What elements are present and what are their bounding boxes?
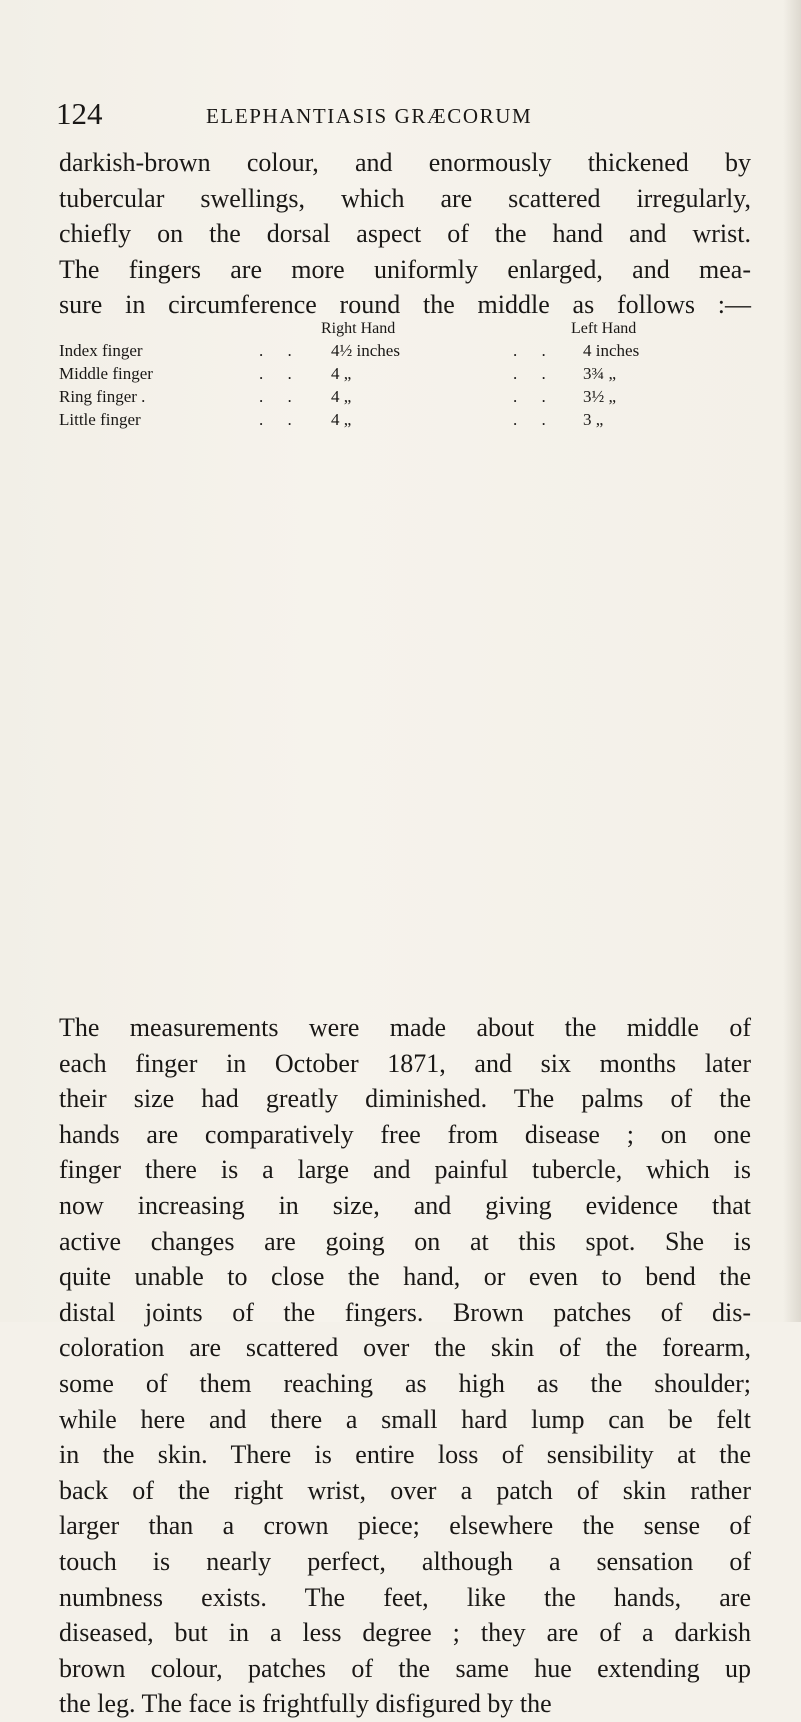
text-line: some of them reaching as high as the shoulder; [59,1368,751,1398]
table-row [59,341,749,363]
paragraph-2 [59,1010,751,1722]
paragraph-1 [59,145,751,323]
text-line: hands are comparatively free from disease ; on one [59,1119,751,1149]
dot-leader: . . [259,410,302,429]
right-hand-value: 4 „ [331,364,352,383]
text-line: now increasing in size, and giving evidence that [59,1190,751,1220]
text-line: darkish-brown colour, and enormously thickened by [59,148,751,177]
column-header-right-hand: Right Hand [321,320,396,337]
text-line: active changes are going on at this spot. She is [59,1226,751,1256]
dot-leader: . . [513,387,556,406]
right-hand-value: 4½ inches [331,341,400,360]
text-line: coloration are scattered over the skin of the forearm, [59,1333,751,1363]
finger-label: Ring finger . [59,387,146,406]
table-row [59,364,749,386]
running-head [56,96,760,136]
dot-leader: . . [259,364,302,383]
table-row [59,387,749,409]
text-line: The fingers are more uniformly enlarged, and mea- [59,254,751,284]
text-line: while here and there a small hard lump can be felt [59,1404,751,1434]
text-line: each finger in October 1871, and six months later [59,1048,751,1078]
text-line: quite unable to close the hand, or even to bend the [59,1262,751,1292]
table-row [59,410,749,432]
dot-leader: . . [513,410,556,429]
dot-leader: . . [513,364,556,383]
dot-leader: . . [259,387,302,406]
text-line: numbness exists. The feet, like the hands, are [59,1582,751,1612]
left-hand-value: 3 „ [583,410,604,429]
text-line: The measurements were made about the middle of [59,1013,751,1042]
text-line: finger there is a large and painful tubercle, which is [59,1155,751,1185]
finger-label: Little finger [59,410,141,429]
left-hand-value: 3¾ „ [583,364,617,383]
text-line: brown colour, patches of the same hue extending up [59,1653,751,1683]
text-line: in the skin. There is entire loss of sensibility at the [59,1440,751,1470]
text-line: the leg. The face is frightfully disfigured by the [59,1689,552,1719]
text-line: larger than a crown piece; elsewhere the sense of [59,1511,751,1541]
text-line: diseased, but in a less degree ; they are of a darkish [59,1618,751,1648]
text-line: chiefly on the dorsal aspect of the hand and wrist. [59,219,751,249]
dot-leader: . . [513,341,556,360]
running-title: ELEPHANTIASIS GRÆCORUM [206,104,533,128]
text-line: sure in circumference round the middle as follows :— [59,290,751,320]
text-line: touch is nearly perfect, although a sensation of [59,1546,751,1576]
right-hand-value: 4 „ [331,410,352,429]
text-line: their size had greatly diminished. The palms of the [59,1084,751,1114]
right-hand-value: 4 „ [331,387,352,406]
left-hand-value: 3½ „ [583,387,617,406]
text-line: tubercular swellings, which are scattered irregularly, [59,183,751,213]
finger-label: Index finger [59,341,143,360]
finger-label: Middle finger [59,364,153,383]
dot-leader: . . [259,341,302,360]
page-edge-shadow [783,0,801,1322]
text-line: distal joints of the fingers. Brown patches of dis- [59,1297,751,1327]
page-number: 124 [56,96,103,131]
text-line: back of the right wrist, over a patch of skin rather [59,1475,751,1505]
column-header-left-hand: Left Hand [571,320,637,337]
left-hand-value: 4 inches [583,341,640,360]
